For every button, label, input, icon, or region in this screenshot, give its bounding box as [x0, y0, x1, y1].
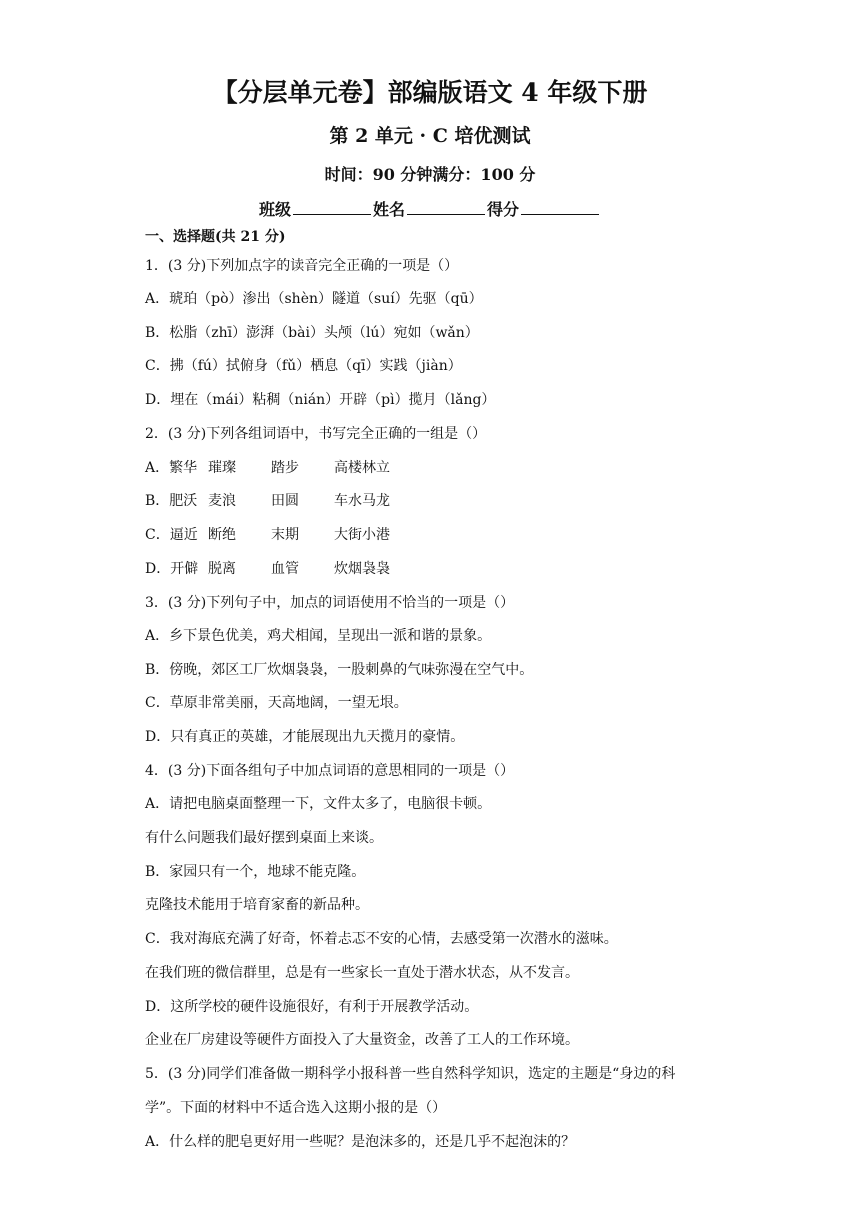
- question-1-stem: 1．(3 分)下列加点字的读音完全正确的一项是（）: [145, 258, 459, 274]
- word: 高楼林立: [334, 460, 390, 476]
- question-5-option-a: A．什么样的肥皂更好用一些呢？是泡沫多的，还是几乎不起泡沫的？: [145, 1134, 576, 1150]
- section-title: 一、选择题(共 21 分): [145, 229, 286, 245]
- question-2-option-a: [145, 457, 390, 477]
- name-label: 姓名: [372, 200, 405, 219]
- question-1-option-c: C．拂（fú）拭俯身（fǔ）栖息（qī）实践（jiàn）: [145, 358, 462, 374]
- question-1-option-b: B．松脂（zhī）澎湃（bài）头颅（lú）宛如（wǎn）: [145, 325, 479, 341]
- page-title: 【分层单元卷】部编版语文 4 年级下册: [212, 78, 648, 107]
- question-3-option-a: A．乡下景色优美，鸡犬相闻，呈现出一派和谐的景象。: [145, 628, 492, 644]
- score-label: 得分: [487, 200, 520, 219]
- word: B．肥沃: [145, 493, 198, 509]
- word: 车水马龙: [334, 493, 390, 509]
- question-5-stem-line1: 5．(3 分)同学们准备做一期科学小报科普一些自然科学知识，选定的主题是“身边的科: [145, 1066, 676, 1082]
- question-2-option-c: [145, 524, 390, 544]
- word: C．逼近: [145, 527, 198, 543]
- question-3-option-b: B．傍晚，郊区工厂炊烟袅袅，一股刺鼻的气味弥漫在空气中。: [145, 662, 534, 678]
- word: 麦浪: [208, 493, 236, 509]
- question-5-stem-line2: 学”。下面的材料中不适合选入这期小报的是（）: [145, 1100, 447, 1116]
- word: A．繁华: [145, 460, 198, 476]
- word: 脱离: [208, 561, 236, 577]
- question-2-option-b: [145, 490, 390, 510]
- word: 大街小港: [334, 527, 390, 543]
- time-score-line: 时间：90 分钟满分：100 分: [324, 165, 536, 184]
- word: 田圆: [271, 493, 299, 509]
- question-4-option-d-line2: 企业在厂房建设等硬件方面投入了大量资金，改善了工人的工作环境。: [145, 1032, 579, 1048]
- question-4-option-c-line1: C．我对海底充满了好奇，怀着忐忑不安的心情，去感受第一次潜水的滋味。: [145, 931, 618, 947]
- question-4-option-d-line1: D．这所学校的硬件设施很好，有利于开展教学活动。: [145, 999, 479, 1015]
- question-2-option-d: [145, 558, 390, 578]
- name-blank: [407, 200, 485, 215]
- question-4-option-a-line2: 有什么问题我们最好摆到桌面上来谈。: [145, 830, 383, 846]
- question-2-stem: 2．(3 分)下列各组词语中，书写完全正确的一组是（）: [145, 426, 487, 442]
- class-blank: [293, 200, 371, 215]
- student-info-line: [0, 197, 860, 220]
- word: 末期: [271, 527, 299, 543]
- score-blank: [521, 200, 599, 215]
- question-3-option-d: D．只有真正的英雄，才能展现出九天揽月的豪情。: [145, 729, 465, 745]
- page-subtitle: 第 2 单元 · C 培优测试: [329, 125, 531, 147]
- class-label: 班级: [258, 200, 291, 219]
- question-3-stem: 3．(3 分)下列句子中，加点的词语使用不恰当的一项是（）: [145, 595, 515, 611]
- question-4-stem: 4．(3 分)下面各组句子中加点词语的意思相同的一项是（）: [145, 763, 515, 779]
- question-4-option-b-line2: 克隆技术能用于培育家畜的新品种。: [145, 897, 369, 913]
- word: 断绝: [208, 527, 236, 543]
- word: 璀璨: [208, 460, 236, 476]
- word: 踏步: [271, 460, 299, 476]
- question-4-option-c-line2: 在我们班的微信群里，总是有一些家长一直处于潜水状态，从不发言。: [145, 965, 579, 981]
- word: 炊烟袅袅: [334, 561, 390, 577]
- question-4-option-a-line1: A．请把电脑桌面整理一下，文件太多了，电脑很卡顿。: [145, 796, 492, 812]
- word: D．开僻: [145, 561, 199, 577]
- question-4-option-b-line1: B．家园只有一个，地球不能克隆。: [145, 864, 366, 880]
- word: 血管: [271, 561, 299, 577]
- question-1-option-d: D．埋在（mái）粘稠（nián）开辟（pì）揽月（lǎng）: [145, 392, 496, 408]
- question-1-option-a: A．琥珀（pò）渗出（shèn）隧道（suí）先驱（qū）: [145, 291, 483, 307]
- question-3-option-c: C．草原非常美丽，天高地阔，一望无垠。: [145, 695, 408, 711]
